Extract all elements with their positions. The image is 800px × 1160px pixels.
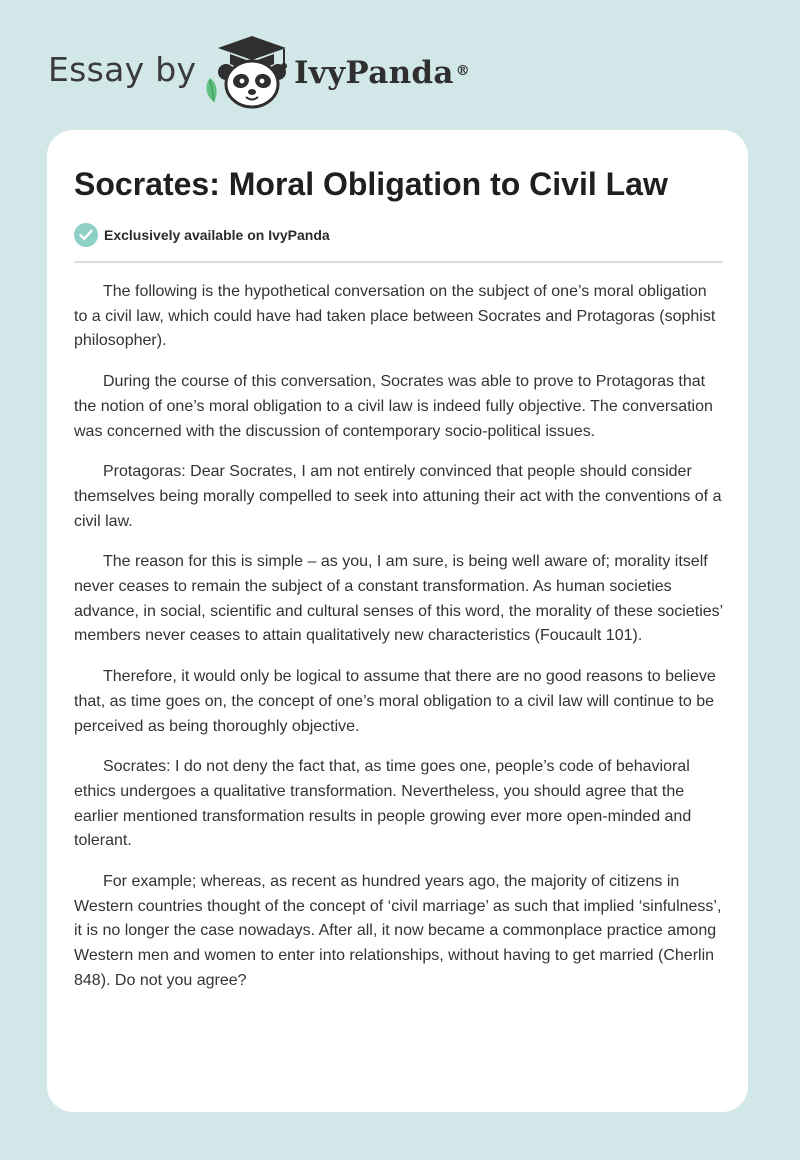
paragraph: For example; whereas, as recent as hundred years ago, the majority of citizens in Western countries thought of the concept of ‘civil marriage’ as such that implied ‘sinfulness’, it is no longer the case nowadays. After all, it now became a commonplace practice among Western men and women to enter into relationships, without having to get married (Cherlin 848). Do not you agree?: [74, 873, 722, 989]
paragraph: During the course of this conversation, Socrates was able to prove to Protagoras that the notion of one’s moral obligation to a civil law is indeed fully objective. The conversation was concerned with the discussion of contemporary socio-political issues.: [74, 373, 713, 440]
site-header: [0, 0, 800, 130]
brand-logo-text[interactable]: [294, 53, 470, 93]
registered-mark: ®: [455, 63, 471, 79]
exclusive-badge: [74, 222, 330, 248]
essay-body: [74, 280, 723, 1010]
essay-by-label: Essay by: [48, 50, 197, 89]
paragraph: The following is the hypothetical conversation on the subject of one’s moral obligation to a civil law, which could have had taken place between Socrates and Protagoras (sophist philosopher).: [74, 283, 716, 350]
essay-card: [47, 130, 748, 1112]
panda-graduate-icon[interactable]: [200, 34, 292, 110]
divider: [74, 261, 723, 263]
page-title: Socrates: Moral Obligation to Civil Law: [74, 166, 668, 202]
check-circle-icon: [74, 223, 98, 247]
brand-name: IvyPanda: [294, 55, 454, 91]
exclusive-label: Exclusively available on IvyPanda: [104, 227, 330, 243]
paragraph: Protagoras: Dear Socrates, I am not entirely convinced that people should consider themselves being morally compelled to seek into attuning their act with the conventions of a civil law.: [74, 463, 722, 530]
paragraph: Therefore, it would only be logical to assume that there are no good reasons to believe that, as time goes on, the concept of one’s moral obligation to a civil law will continue to be perceived as being thoroughly objective.: [74, 668, 716, 735]
paragraph: The reason for this is simple – as you, I am sure, is being well aware of; morality itself never ceases to remain the subject of a constant transformation. As human societies advance, in social, scientific and cultural senses of this word, the morality of these societies’ members never ceases to attain qualitatively new characteristics (Foucault 101).: [74, 553, 723, 645]
paragraph: Socrates: I do not deny the fact that, as time goes one, people’s code of behavioral ethics undergoes a qualitative transformation. Nevertheless, you should agree that the earlier mentioned transformation results in people growing ever more open-minded and tolerant.: [74, 758, 692, 850]
